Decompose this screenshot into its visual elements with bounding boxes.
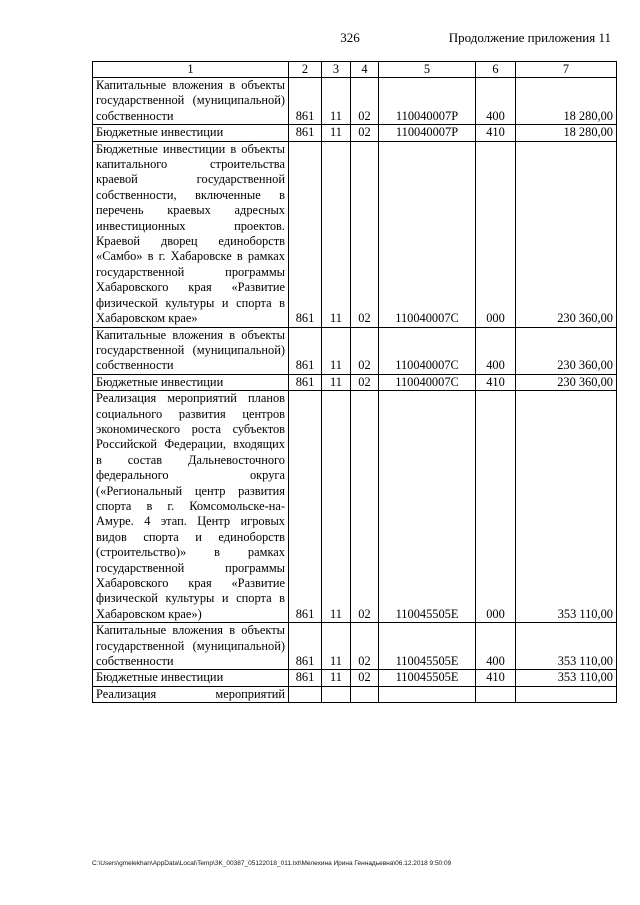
cell-section: 11 bbox=[322, 78, 351, 125]
table-row bbox=[93, 391, 617, 623]
cell-target-article: 110045505Е bbox=[379, 391, 476, 623]
cell-expense-type: 400 bbox=[476, 327, 516, 374]
cell-target-article: 110040007Р bbox=[379, 78, 476, 125]
cell-ministry-code: 861 bbox=[289, 391, 322, 623]
budget-table bbox=[92, 61, 617, 703]
cell-section: 11 bbox=[322, 391, 351, 623]
column-header: 5 bbox=[379, 62, 476, 78]
cell-expense-type: 410 bbox=[476, 374, 516, 390]
cell-section: 11 bbox=[322, 670, 351, 686]
cell-subsection: 02 bbox=[351, 374, 379, 390]
row-description: Капитальные вложения в объекты государственной (муниципальной) собственности bbox=[93, 78, 289, 125]
cell-section: 11 bbox=[322, 327, 351, 374]
cell-section: 11 bbox=[322, 141, 351, 327]
column-header: 1 bbox=[93, 62, 289, 78]
cell-subsection: 02 bbox=[351, 623, 379, 670]
row-description: Реализация мероприятий планов социального развития центров экономического роста субъектов Российской Федерации, входящих в состав Дальневосточного федерального округа («Региональный центр развития спорта в г. Комсомольске-на-Амуре. 4 этап. Центр игровых видов спорта и единоборств (строительство)» в рамках государственной программы Хабаровского края «Развитие физической культуры и спорта в Хабаровском крае») bbox=[93, 391, 289, 623]
cell-ministry-code: 861 bbox=[289, 78, 322, 125]
cell-target-article: 110040007С bbox=[379, 374, 476, 390]
cell-amount: 230 360,00 bbox=[516, 327, 617, 374]
cell-ministry-code: 861 bbox=[289, 374, 322, 390]
cell-subsection: 02 bbox=[351, 125, 379, 141]
cell-ministry-code: 861 bbox=[289, 141, 322, 327]
cell-amount bbox=[516, 686, 617, 702]
column-header: 4 bbox=[351, 62, 379, 78]
row-description: Капитальные вложения в объекты государственной (муниципальной) собственности bbox=[93, 327, 289, 374]
cell-subsection bbox=[351, 686, 379, 702]
table-row bbox=[93, 141, 617, 327]
cell-amount: 353 110,00 bbox=[516, 391, 617, 623]
row-description: Бюджетные инвестиции bbox=[93, 670, 289, 686]
page-number: 326 bbox=[340, 30, 360, 45]
cell-amount: 353 110,00 bbox=[516, 623, 617, 670]
cell-ministry-code bbox=[289, 686, 322, 702]
column-header: 7 bbox=[516, 62, 617, 78]
table-header-row bbox=[93, 62, 617, 78]
cell-expense-type: 410 bbox=[476, 670, 516, 686]
cell-section: 11 bbox=[322, 125, 351, 141]
row-description: Капитальные вложения в объекты государственной (муниципальной) собственности bbox=[93, 623, 289, 670]
cell-target-article: 110045505Е bbox=[379, 623, 476, 670]
table-row bbox=[93, 78, 617, 125]
cell-expense-type bbox=[476, 686, 516, 702]
table-row bbox=[93, 327, 617, 374]
file-path-footer: C:\Users\gmelekhan\AppData\Local\Temp\3K_00387_05122018_011.txt\Мелехина Ирина Геннадьевна\06.12.2018 9:50:09 bbox=[92, 860, 452, 867]
cell-target-article bbox=[379, 686, 476, 702]
table-row bbox=[93, 374, 617, 390]
column-header: 6 bbox=[476, 62, 516, 78]
cell-expense-type: 400 bbox=[476, 78, 516, 125]
cell-expense-type: 410 bbox=[476, 125, 516, 141]
cell-target-article: 110045505Е bbox=[379, 670, 476, 686]
cell-ministry-code: 861 bbox=[289, 670, 322, 686]
row-description: Бюджетные инвестиции bbox=[93, 125, 289, 141]
cell-expense-type: 400 bbox=[476, 623, 516, 670]
cell-subsection: 02 bbox=[351, 391, 379, 623]
cell-target-article: 110040007Р bbox=[379, 125, 476, 141]
cell-amount: 353 110,00 bbox=[516, 670, 617, 686]
cell-expense-type: 000 bbox=[476, 391, 516, 623]
cell-ministry-code: 861 bbox=[289, 125, 322, 141]
cell-section: 11 bbox=[322, 623, 351, 670]
cell-amount: 230 360,00 bbox=[516, 141, 617, 327]
cell-amount: 18 280,00 bbox=[516, 125, 617, 141]
row-description: Бюджетные инвестиции в объекты капитального строительства краевой государственной собственности, включенные в перечень краевых адресных инвестиционных проектов. Краевой дворец единоборств «Самбо» в г. Хабаровске в рамках государственной программы Хабаровского края «Развитие физической культуры и спорта в Хабаровском крае» bbox=[93, 141, 289, 327]
table-row bbox=[93, 686, 617, 702]
cell-expense-type: 000 bbox=[476, 141, 516, 327]
cell-ministry-code: 861 bbox=[289, 623, 322, 670]
cell-target-article: 110040007С bbox=[379, 327, 476, 374]
cell-ministry-code: 861 bbox=[289, 327, 322, 374]
cell-section: 11 bbox=[322, 374, 351, 390]
cell-subsection: 02 bbox=[351, 327, 379, 374]
cell-target-article: 110040007С bbox=[379, 141, 476, 327]
column-header: 3 bbox=[322, 62, 351, 78]
table-row bbox=[93, 623, 617, 670]
cell-section bbox=[322, 686, 351, 702]
cell-amount: 18 280,00 bbox=[516, 78, 617, 125]
table-row bbox=[93, 670, 617, 686]
table-row bbox=[93, 125, 617, 141]
column-header: 2 bbox=[289, 62, 322, 78]
cell-amount: 230 360,00 bbox=[516, 374, 617, 390]
row-description: Реализация мероприятий bbox=[93, 686, 289, 702]
cell-subsection: 02 bbox=[351, 78, 379, 125]
row-description: Бюджетные инвестиции bbox=[93, 374, 289, 390]
cell-subsection: 02 bbox=[351, 141, 379, 327]
appendix-title: Продолжение приложения 11 bbox=[448, 30, 611, 45]
cell-subsection: 02 bbox=[351, 670, 379, 686]
